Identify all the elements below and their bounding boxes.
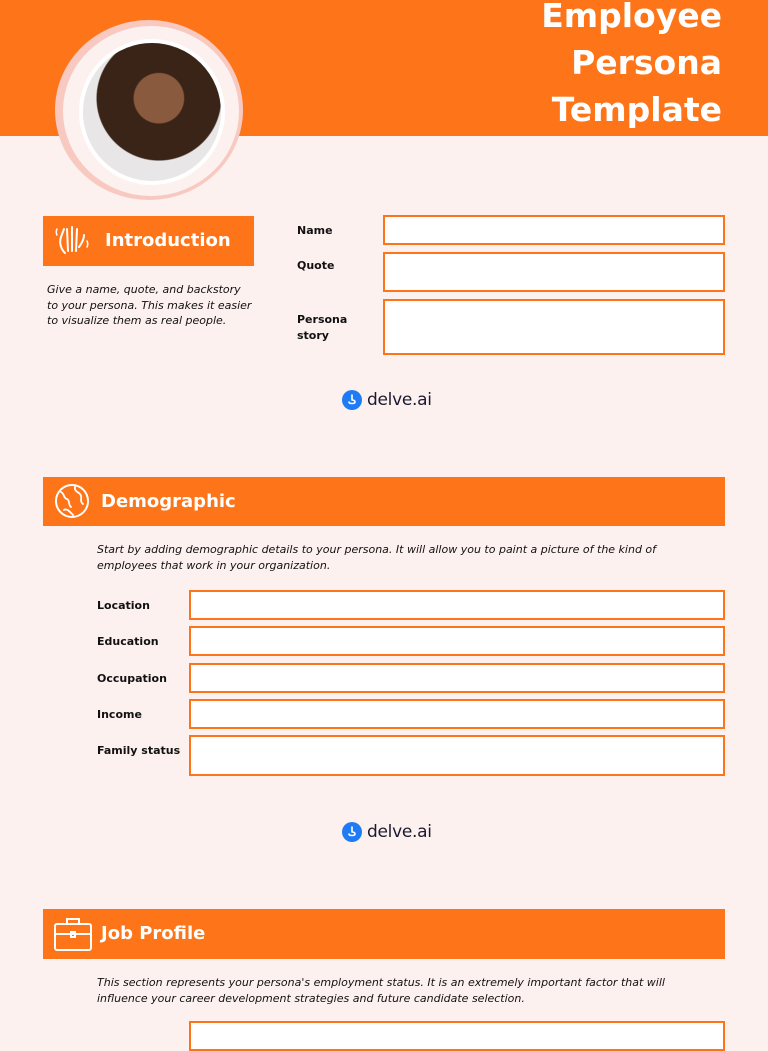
field-label-family-status: Family status xyxy=(97,744,181,757)
field-label-education: Education xyxy=(97,635,159,648)
field-label-occupation: Occupation xyxy=(97,672,167,685)
introduction-header xyxy=(43,216,254,266)
delve-logo-icon xyxy=(342,390,362,410)
demographic-description: Start by adding demographic details to your persona. It will allow you to paint a picture of the kind of employees that work in your organization. xyxy=(97,543,657,572)
family-status-field[interactable] xyxy=(189,735,725,776)
job-profile-field[interactable] xyxy=(189,1021,725,1051)
job-profile-heading: Job Profile xyxy=(101,923,206,944)
occupation-field[interactable] xyxy=(189,663,725,693)
field-label-income: Income xyxy=(97,708,142,721)
title-line-1: Employee xyxy=(541,0,722,35)
delve-logo xyxy=(342,820,432,844)
page-title xyxy=(541,0,722,133)
delve-logo-text: delve.ai xyxy=(367,822,432,842)
job-profile-header xyxy=(43,909,725,959)
quote-field[interactable] xyxy=(383,252,725,292)
field-label-persona-story: Persona story xyxy=(297,313,348,342)
hand-wave-icon xyxy=(53,221,93,261)
income-field[interactable] xyxy=(189,699,725,729)
delve-logo-icon xyxy=(342,822,362,842)
persona-photo xyxy=(79,39,225,185)
persona-avatar xyxy=(55,20,245,200)
delve-logo-text: delve.ai xyxy=(367,390,432,410)
field-label-name: Name xyxy=(297,224,333,237)
demographic-heading: Demographic xyxy=(101,491,236,512)
location-field[interactable] xyxy=(189,590,725,620)
field-label-quote: Quote xyxy=(297,259,335,272)
education-field[interactable] xyxy=(189,626,725,656)
delve-logo xyxy=(342,388,432,412)
title-line-2: Persona xyxy=(571,43,722,82)
name-field[interactable] xyxy=(383,215,725,245)
field-label-location: Location xyxy=(97,599,150,612)
globe-icon xyxy=(53,482,91,520)
demographic-header xyxy=(43,477,725,526)
introduction-description: Give a name, quote, and backstory to your persona. This makes it easier to visualize them as real people. xyxy=(47,283,252,327)
job-profile-description: This section represents your persona's employment status. It is an extremely important factor that will influence your career development strategies and future candidate selection. xyxy=(97,976,665,1005)
introduction-heading: Introduction xyxy=(105,230,231,251)
title-line-3: Template xyxy=(551,90,722,129)
briefcase-icon xyxy=(52,914,94,954)
persona-story-field[interactable] xyxy=(383,299,725,355)
